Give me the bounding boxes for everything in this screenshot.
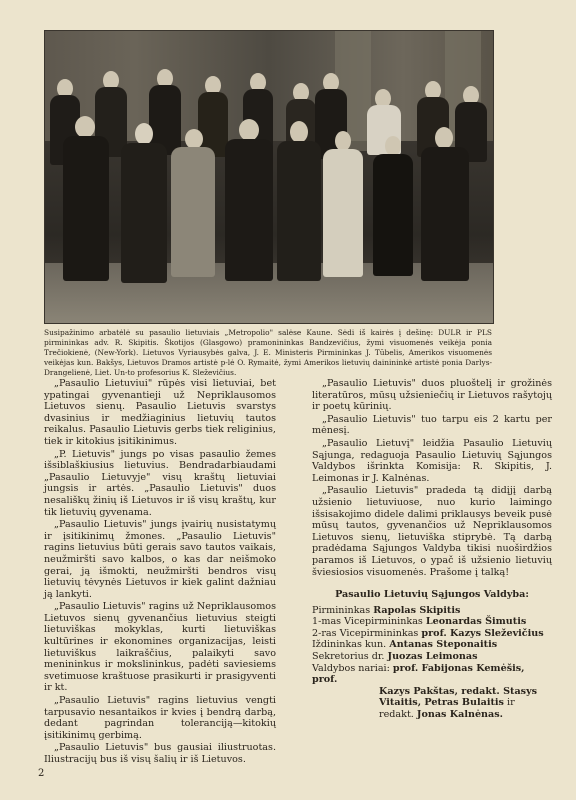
board-members: Valdybos nariai: prof. Fabijonas Kemėšis, prof. — [312, 662, 525, 686]
board-chair: Pirmininkas Rapolas Skipitis — [312, 604, 461, 616]
paragraph: „Pasaulio Lietuvis" duos pluoštelį ir grožinės literatūros, mūsų užsieniečių ir Lietuvos rašytojų ir poetų kūrinių. — [312, 378, 552, 413]
page-number: 2 — [38, 768, 45, 779]
paragraph: „Pasaulio Lietuvis" tuo tarpu eis 2 kartu per mėnesį. — [312, 413, 552, 437]
board-vice2: 2-ras Vicepirmininkas prof. Kazys Sleževičius — [312, 627, 544, 639]
board-members-line: Vitaitis, Petras Bulaitis ir — [379, 697, 515, 709]
photo-caption: Susipažinimo arbatėlė su pasaulio lietuviais „Metropolio" salėse Kaune. Sėdi iš kairės į dešinę: DULR ir PLS pirmininkas adv. R. Skipitis. Škotijos (Glasgowo) pramonininkas Bandzevičius, žymi visuomenės veikėja ponia Trečiokienė, (New-York). Lietuvos Vyriausybės galva, J. E. Ministeris Pirmininkas J. Tūbelis, Amerikos visuomenės veikėjas kun. Bakšys, Lietuvos Dramos artistė p-lė O. Rymaitė, žymi Amerikos lietuvių dainininkė artistė ponia Darlys-Drangelienė, Liet. Un-to profesorius K. Sleževičius. — [44, 328, 492, 377]
group-photo — [44, 30, 494, 324]
board-secretary: Sekretorius dr. Juozas Leimonas — [312, 651, 478, 663]
paragraph: „Pasaulio Lietuvis" bus gausiai iliustruotas. Iliustracijų bus iš visų šalių ir iš Lietuvos. — [44, 742, 276, 765]
board-list — [312, 589, 552, 721]
board-treasurer: Iždininkas kun. Antanas Steponaitis — [312, 639, 498, 651]
left-column — [44, 378, 276, 767]
paragraph: „P. Lietuvis" jungs po visas pasaulio žemes išsiblaškiusius lietuvius. Bendradarbiaudami „Pasaulio Lietuvyje" visų kraštų lietuviai jungsis ir artės. „Pasaulio Lietuvis" duos nesališkų žinių iš Lietuvos ir iš visų kraštų, kur tik lietuvių gyvenama. — [44, 448, 276, 518]
board-vice1: 1-mas Vicepirmininkas Leonardas Šimutis — [312, 616, 527, 628]
paragraph: „Pasaulio Lietuviui" rūpės visi lietuviai, bet ypatingai gyvenantieji už Nepriklausomos Lietuvos sienų. Pasaulio Lietuvis svarstys dvasinius ir medžiaginius lietuvių tautos reikalus. Pasaulio Lietuvis gerbs tiek religinius, tiek ir kitokius įsitikinimus. — [44, 378, 276, 447]
board-members-line: redakt. Jonas Kalnėnas. — [379, 709, 503, 721]
right-column — [312, 378, 552, 721]
paragraph: „Pasaulio Lietuvis" pradeda tą didįjį darbą užsienio lietuviuose, nuo kurio laimingo išsisakojimo didele dalimi priklausys beveik pusė mūsų tautos, gyvenančios už Nepriklausomos Lietuvos sienų, lietuviška stiprybė. Tą darbą pradėdama Sąjungos Valdyba tikisi nuoširdžios paramos iš Lietuvos, o ypač iš užsienio lietuvių šviesiosios visuomenės. Prašome į talką! — [312, 485, 552, 578]
paragraph: „Pasaulio Lietuvis" ragins už Nepriklausomos Lietuvos sienų gyvenančius lietuvius steigti lietuviškas mokyklas, kurti lietuviškas kultūrines ir ekonomines organizacijas, leisti lietuviškus laikraščius, palaikyti savo menininkus ir mokslininkus, padėti saviesiems svetimuose kraštuose prasikurti ir prasigyventi ir kt. — [44, 601, 276, 694]
board-title: Pasaulio Lietuvių Sąjungos Valdyba: — [335, 589, 529, 601]
board-members-line: Kazys Pakštas, redakt. Stasys — [379, 685, 538, 697]
paragraph: „Pasaulio Lietuvį" leidžia Pasaulio Lietuvių Sąjunga, redaguoja Pasaulio Lietuvių Sąjungos Valdybos išrinkta Komisija: R. Skipitis, J. Leimonas ir J. Kalnėnas. — [312, 437, 552, 484]
paragraph: „Pasaulio Lietuvis" ragins lietuvius vengti tarpusavio nesantaikos ir kvies į bendrą darbą, dedant pagrindan toleranciją—kitokių įsitikinimų gerbimą. — [44, 695, 276, 741]
paragraph: „Pasaulio Lietuvis" jungs įvairių nusistatymų ir įsitikinimų žmones. „Pasaulio Lietuvis" ragins lietuvius būti gerais savo tautos vaikais, neužmiršti savo kalbos, o kas dar neišmoko gerai, ją išmokti, neužmiršti bendros visų lietuvių tėvynės Lietuvos ir kiek galint dažniau ją lankyti. — [44, 519, 276, 600]
